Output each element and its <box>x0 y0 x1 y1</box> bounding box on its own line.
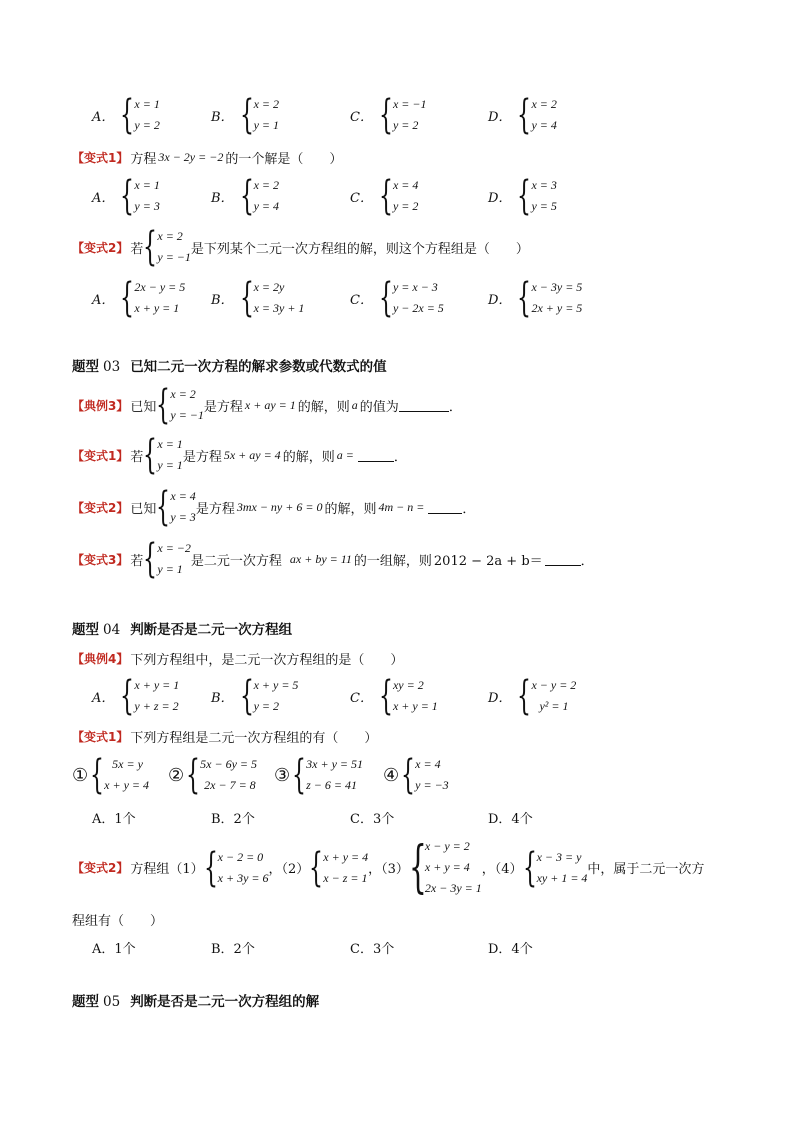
heading-number: 03 <box>103 359 121 375</box>
equation-system <box>120 675 179 717</box>
eq-line: x + y = 4 <box>424 860 470 874</box>
heading-label: 题型 <box>72 994 99 1010</box>
eq-line: 5x = y <box>112 757 143 771</box>
circled-number: ① <box>72 764 89 786</box>
eq-line: x = 2 <box>170 387 196 401</box>
equation-system <box>240 277 305 319</box>
equation-system <box>156 486 195 528</box>
option-letter: A． <box>92 292 115 308</box>
question-text: 是方程 <box>182 449 222 465</box>
eq-line: y = 2 <box>392 118 419 132</box>
equation: ax + by = 11 <box>289 551 352 566</box>
question-text: 的解，则 <box>297 399 350 415</box>
equation-system <box>203 844 269 891</box>
option-text: D．4个 <box>488 942 533 957</box>
option-letter: C． <box>350 109 373 125</box>
option-letter: D． <box>488 292 512 308</box>
option-c[interactable] <box>350 277 444 319</box>
equation-system <box>309 844 369 891</box>
option-c[interactable] <box>350 94 426 136</box>
option-b[interactable] <box>211 277 304 319</box>
option-text: C．3个 <box>350 812 395 827</box>
equation-system <box>379 675 438 717</box>
system-item-3 <box>274 754 363 796</box>
eq-line: y = 2 <box>392 199 419 213</box>
variable: 2012 − 2a + b＝ <box>433 553 543 569</box>
brace-icon: { <box>309 844 324 891</box>
question-text: 方程 <box>130 152 157 167</box>
eq-line: x = 2 <box>253 97 279 111</box>
eq-line: x = 4 <box>415 757 441 771</box>
circled-number: ④ <box>383 764 400 786</box>
question-tag: 【变式1】 <box>72 730 129 744</box>
eq-line: x − y = 2 <box>424 839 470 853</box>
eq-line: y = 3 <box>170 510 196 524</box>
eq-line: x − 3y = 5 <box>531 280 583 294</box>
option-letter: D． <box>488 190 512 206</box>
option-a[interactable] <box>92 94 160 136</box>
eq-line: y = 1 <box>157 458 183 472</box>
option-text: B．2个 <box>211 812 255 827</box>
question-text: ． <box>393 449 407 465</box>
eq-line: 2x + y = 5 <box>531 301 583 315</box>
brace-icon: { <box>156 484 171 530</box>
system-item-4 <box>383 754 449 796</box>
example-3: 【典例3】 已知 { x = 2 y = −1 是方程 x + ay = 1 的解，则 a 的值为 ． <box>72 382 462 428</box>
example-4-variant-2-cont <box>72 910 163 929</box>
equation-system <box>517 175 556 217</box>
eq-line: y = 4 <box>253 199 279 213</box>
brace-icon: { <box>378 92 393 138</box>
eq-line: z − 6 = 41 <box>306 778 358 792</box>
equation-system <box>292 754 363 796</box>
question-tag: 【变式2】 <box>72 861 129 875</box>
brace-icon: { <box>517 92 532 138</box>
brace-icon: { <box>120 275 135 321</box>
equation-system <box>379 175 418 217</box>
eq-line: x = 1 <box>134 97 160 111</box>
equation-system <box>517 94 556 136</box>
option-letter: D． <box>488 690 512 706</box>
brace-icon: { <box>401 752 416 798</box>
option-text: A．1个 <box>92 812 136 827</box>
eq-line: y = −1 <box>157 250 191 264</box>
option-d[interactable] <box>488 808 533 827</box>
equation-system <box>143 434 182 476</box>
equation-system <box>120 94 159 136</box>
brace-icon: { <box>239 92 254 138</box>
eq-line: x = 2 <box>253 178 279 192</box>
heading-title: 判断是否是二元一次方程组 <box>130 622 293 638</box>
eq-line: 2x − y = 5 <box>134 280 186 294</box>
equation-system <box>186 754 257 796</box>
eq-line: x = 1 <box>134 178 160 192</box>
brace-icon: { <box>143 432 158 478</box>
question-text: 程组有（ ） <box>72 914 164 929</box>
question-tag: 【变式1】 <box>72 151 129 165</box>
equation-system <box>379 277 444 319</box>
eq-line: x − 3 = y <box>536 849 582 864</box>
brace-icon: { <box>239 673 254 719</box>
equation-system <box>517 675 576 717</box>
section-heading-05 <box>72 990 319 1010</box>
equation-system <box>517 277 582 319</box>
brace-icon: { <box>156 382 171 428</box>
option-text: C．3个 <box>350 942 395 957</box>
brace-icon: { <box>143 536 158 582</box>
question-text: 下列方程组中，是二元一次方程组的是（ ） <box>130 653 404 668</box>
eq-line: y = x − 3 <box>392 280 438 294</box>
answer-blank[interactable] <box>428 501 462 514</box>
eq-line: xy = 2 <box>392 678 424 692</box>
option-letter: D． <box>488 109 512 125</box>
question-text: ． <box>580 553 594 569</box>
equation-system <box>120 277 185 319</box>
option-letter: A． <box>92 109 115 125</box>
question-text: 若 <box>130 553 144 569</box>
equation: 5x + ay = 4 <box>223 447 281 462</box>
equation-system <box>240 175 279 217</box>
option-a[interactable] <box>92 675 179 717</box>
eq-line: x + 3y = 6 <box>217 870 269 885</box>
equation-system <box>240 675 299 717</box>
option-letter: B． <box>211 190 234 206</box>
option-d[interactable] <box>488 94 557 136</box>
option-letter: A． <box>92 690 115 706</box>
question-text: 是下列某个二元一次方程组的解，则这个方程组是（ ） <box>190 241 529 257</box>
eq-line: x = 2 <box>157 229 183 243</box>
option-c[interactable] <box>350 808 394 827</box>
eq-line: y = −1 <box>170 408 204 422</box>
option-d[interactable] <box>488 938 533 957</box>
example-3-variant-3 <box>72 538 594 580</box>
option-letter: A． <box>92 190 115 206</box>
option-letter: C． <box>350 190 373 206</box>
section-heading-03 <box>72 355 387 375</box>
eq-line: xy + 1 = 4 <box>536 870 588 885</box>
answer-blank[interactable] <box>399 399 449 412</box>
equation-system <box>379 94 427 136</box>
option-a[interactable] <box>92 808 136 827</box>
option-letter: C． <box>350 690 373 706</box>
option-a[interactable] <box>92 175 160 217</box>
eq-line: x + y = 4 <box>323 849 369 864</box>
option-b[interactable] <box>211 938 255 957</box>
eq-line: 2x − 3y = 1 <box>424 881 482 895</box>
question-text: 的值为 <box>359 399 399 415</box>
equation-system <box>240 94 279 136</box>
heading-number: 04 <box>103 622 121 638</box>
option-letter: B． <box>211 690 234 706</box>
equation: 3x − 2y = −2 <box>158 150 224 164</box>
brace-icon: { <box>408 834 427 900</box>
eq-line: x + y = 1 <box>134 678 180 692</box>
eq-line: x = 4 <box>392 178 419 192</box>
eq-line: y = 3 <box>134 199 160 213</box>
eq-line: y = 1 <box>253 118 279 132</box>
option-letter: B． <box>211 292 234 308</box>
option-b[interactable] <box>211 94 279 136</box>
answer-blank[interactable] <box>358 449 394 462</box>
brace-icon: { <box>378 173 393 219</box>
brace-icon: { <box>239 275 254 321</box>
question-tag: 【变式2】 <box>72 500 129 515</box>
option-b[interactable] <box>211 675 298 717</box>
brace-icon: { <box>203 844 218 891</box>
eq-line: 3x + y = 51 <box>306 757 363 771</box>
eq-line: 5x − 6y = 5 <box>200 757 257 771</box>
question-text: 的解，则 <box>324 501 377 517</box>
heading-label: 题型 <box>72 359 99 375</box>
section-heading-04 <box>72 618 292 638</box>
question-tag: 【变式2】 <box>72 240 129 255</box>
brace-icon: { <box>143 224 158 270</box>
question-text: 下列方程组是二元一次方程组的有（ ） <box>130 731 378 746</box>
option-d[interactable] <box>488 175 557 217</box>
question-text: 是方程 <box>195 501 235 517</box>
question-text: 是二元一次方程 <box>190 553 282 569</box>
brace-icon: { <box>517 173 532 219</box>
answer-blank[interactable] <box>545 553 581 566</box>
equation-system <box>409 836 482 899</box>
question-variant-1 <box>72 148 342 167</box>
brace-icon: { <box>90 752 105 798</box>
equation-system <box>156 384 204 426</box>
brace-icon: { <box>120 92 135 138</box>
system-item-2 <box>168 754 257 796</box>
question-tag: 【典例4】 <box>72 652 129 666</box>
equation-system <box>143 226 191 268</box>
eq-line: x + y = 1 <box>134 301 180 315</box>
equation-system <box>120 175 159 217</box>
example-3-variant-1 <box>72 434 407 476</box>
equation-system <box>143 538 191 580</box>
example-4-variant-2 <box>72 836 704 899</box>
option-text: B．2个 <box>211 942 255 957</box>
brace-icon: { <box>186 752 201 798</box>
option-c[interactable] <box>350 675 438 717</box>
question-text: ，（4） <box>481 862 523 877</box>
brace-icon: { <box>378 673 393 719</box>
eq-line: x = 4 <box>170 489 196 503</box>
question-text: ． <box>462 501 476 517</box>
variable: a = <box>336 447 354 462</box>
eq-line: x = 3 <box>531 178 557 192</box>
option-c[interactable] <box>350 175 418 217</box>
eq-line: x = 2y <box>253 280 285 294</box>
eq-line: y = −3 <box>415 778 449 792</box>
example-4-variant-1 <box>72 727 377 746</box>
equation: x + ay = 1 <box>244 397 296 412</box>
option-b[interactable] <box>211 808 255 827</box>
brace-icon: { <box>120 673 135 719</box>
option-letter: C． <box>350 292 373 308</box>
option-d[interactable] <box>488 277 582 319</box>
brace-icon: { <box>239 173 254 219</box>
option-text: D．4个 <box>488 812 533 827</box>
eq-line: x = −2 <box>157 541 191 555</box>
equation-system <box>522 844 588 891</box>
option-d[interactable] <box>488 675 576 717</box>
heading-title: 判断是否是二元一次方程组的解 <box>130 994 320 1010</box>
eq-line: y² = 1 <box>539 699 569 713</box>
example-3-variant-2 <box>72 486 475 528</box>
eq-line: x = 3y + 1 <box>253 301 305 315</box>
example-4 <box>72 649 403 668</box>
brace-icon: { <box>120 173 135 219</box>
brace-icon: { <box>522 844 537 891</box>
eq-line: y − 2x = 5 <box>392 301 444 315</box>
question-text: ，（3） <box>368 862 409 877</box>
option-letter: B． <box>211 109 234 125</box>
eq-line: x − y = 2 <box>531 678 577 692</box>
equation-system <box>401 754 449 796</box>
option-a[interactable] <box>92 277 185 319</box>
circled-number: ② <box>168 764 185 786</box>
eq-line: y = 2 <box>253 699 279 713</box>
eq-line: x = 1 <box>157 437 183 451</box>
eq-line: y = 2 <box>134 118 160 132</box>
question-text: 已知 <box>130 501 157 517</box>
eq-line: y = 4 <box>531 118 557 132</box>
eq-line: y + z = 2 <box>134 699 179 713</box>
system-item-1 <box>72 754 149 796</box>
eq-line: y = 5 <box>531 199 557 213</box>
circled-number: ③ <box>274 764 291 786</box>
question-text: 的一组解，则 <box>353 553 432 569</box>
equation: 3mx − ny + 6 = 0 <box>236 499 323 514</box>
option-text: A．1个 <box>92 942 136 957</box>
eq-line: x + y = 4 <box>104 778 149 792</box>
question-text: 中，属于二元一次方 <box>587 862 705 877</box>
question-text: 若 <box>130 449 144 465</box>
question-text: 已知 <box>130 399 157 415</box>
question-text: 方程组（1） <box>130 862 204 877</box>
option-a[interactable] <box>92 938 136 957</box>
question-variant-2 <box>72 226 529 268</box>
question-text: ，（2） <box>268 862 310 877</box>
eq-line: x = −1 <box>392 97 427 111</box>
brace-icon: { <box>517 673 532 719</box>
brace-icon: { <box>378 275 393 321</box>
question-text: 的解，则 <box>282 449 335 465</box>
heading-label: 题型 <box>72 622 99 638</box>
option-c[interactable] <box>350 938 394 957</box>
question-tag: 【变式3】 <box>72 552 129 567</box>
eq-line: x − 2 = 0 <box>217 849 264 864</box>
question-tag: 【变式1】 <box>72 448 129 463</box>
question-text: 若 <box>130 241 144 257</box>
variable: a <box>351 397 358 412</box>
eq-line: y = 1 <box>157 562 183 576</box>
eq-line: 2x − 7 = 8 <box>204 778 256 792</box>
eq-line: x = 2 <box>531 97 557 111</box>
brace-icon: { <box>292 752 307 798</box>
brace-icon: { <box>517 275 532 321</box>
question-text: 是方程 <box>203 399 243 415</box>
eq-line: x + y = 1 <box>392 699 438 713</box>
variable: 4m − n = <box>378 499 425 514</box>
eq-line: x − z = 1 <box>323 870 368 885</box>
heading-number: 05 <box>103 994 121 1010</box>
question-text: 的一个解是（ ） <box>225 152 343 167</box>
heading-title: 已知二元一次方程的解求参数或代数式的值 <box>130 359 387 375</box>
eq-line: x + y = 5 <box>253 678 299 692</box>
question-tag: 【典例3】 <box>72 398 129 413</box>
option-b[interactable] <box>211 175 279 217</box>
equation-system <box>90 754 149 796</box>
